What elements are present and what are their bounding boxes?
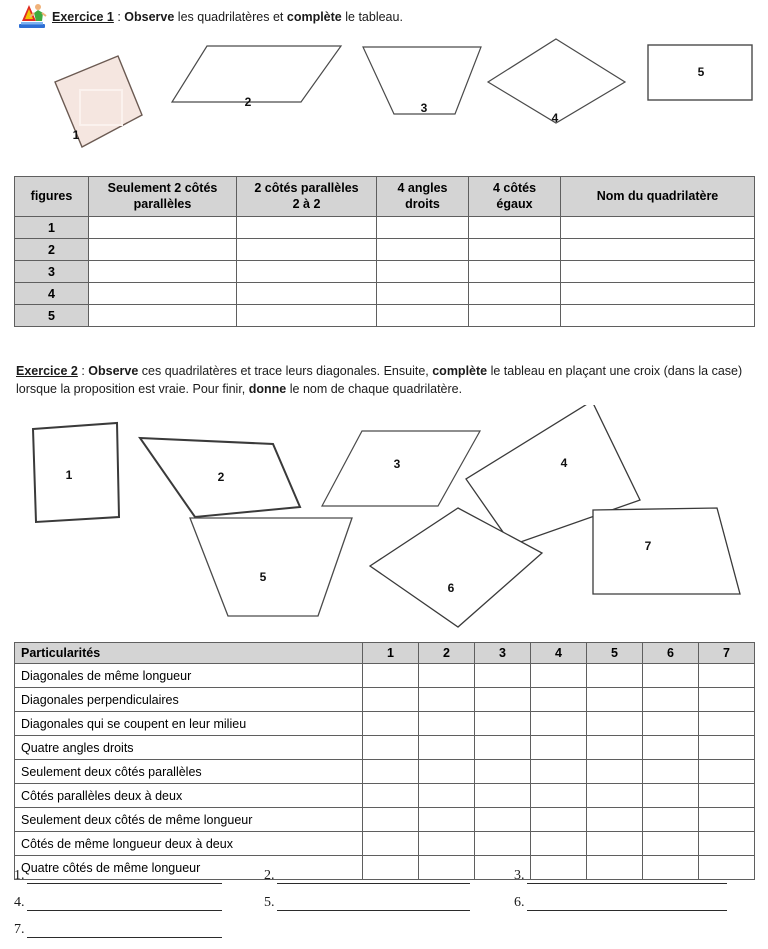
checkbox-cell[interactable] [363,736,419,760]
checkbox-cell[interactable] [643,784,699,808]
exercise-1-verb-complete: complète [286,10,342,24]
checkbox-cell[interactable] [643,736,699,760]
answer-cell[interactable] [89,217,237,239]
exercise-1-verb-observe: Observe [124,10,175,24]
header-figure-2: 2 [419,643,475,664]
figure-4-label: 4 [551,111,559,125]
checkbox-cell[interactable] [587,664,643,688]
checkbox-cell[interactable] [419,784,475,808]
answer-blank-3[interactable] [527,870,727,884]
checkbox-cell[interactable] [699,736,755,760]
exercise-2-figures-group [0,405,768,637]
answer-row [14,922,764,938]
checkbox-cell[interactable] [643,664,699,688]
answer-blank-5[interactable] [277,897,470,911]
answer-label-3: 3. [514,868,525,883]
particularity-label: Quatre côtés de même longueur [15,856,363,880]
figure-number-cell: 1 [15,217,89,239]
answer-item-4[interactable] [14,895,264,911]
checkbox-cell[interactable] [475,664,531,688]
header-figure-7: 7 [699,643,755,664]
checkbox-cell[interactable] [699,832,755,856]
table-header-row [15,177,755,217]
header-figure-6: 6 [643,643,699,664]
checkbox-cell[interactable] [699,712,755,736]
exercise-1-colon: : [113,10,125,24]
answer-cell[interactable] [377,305,469,327]
answer-item-3[interactable] [514,868,764,884]
header-figure-5: 5 [587,643,643,664]
answer-cell[interactable] [561,261,755,283]
answer-cell[interactable] [469,261,561,283]
figure-number-cell: 4 [15,283,89,305]
checkbox-cell[interactable] [587,760,643,784]
figure-number-cell: 3 [15,261,89,283]
figure2-7-shape [593,508,740,594]
answer-row [14,868,764,884]
answer-label-1: 1. [14,868,25,883]
figure-3-label: 3 [420,101,428,115]
checkbox-cell[interactable] [587,688,643,712]
table-row [15,784,755,808]
table-row [15,808,755,832]
answer-label-4: 4. [14,895,25,910]
checkbox-cell[interactable] [699,784,755,808]
checkbox-cell[interactable] [363,712,419,736]
answer-cell[interactable] [469,305,561,327]
answer-cell[interactable] [89,283,237,305]
answer-cell[interactable] [377,261,469,283]
checkbox-cell[interactable] [699,664,755,688]
particularity-label: Quatre angles droits [15,736,363,760]
checkbox-cell[interactable] [363,784,419,808]
checkbox-cell[interactable] [475,712,531,736]
checkbox-cell[interactable] [531,712,587,736]
checkbox-cell[interactable] [531,808,587,832]
header-2-cotes-paralleles-2-a-2: 2 côtés parallèles 2 à 2 [237,177,377,217]
header-figure-1: 1 [363,643,419,664]
header-4-angles-droits: 4 angles droits [377,177,469,217]
figure-1-shape [55,56,142,147]
checkbox-cell[interactable] [475,784,531,808]
answer-label-6: 6. [514,895,525,910]
checkbox-cell[interactable] [531,736,587,760]
checkbox-cell[interactable] [363,808,419,832]
exercise-1-title: Exercice 1 [52,10,114,24]
figure2-5-label: 5 [259,570,267,584]
answer-blank-7[interactable] [27,924,222,938]
checkbox-cell[interactable] [363,688,419,712]
answer-cell[interactable] [469,217,561,239]
figure-2-shape [172,46,341,102]
checkbox-cell[interactable] [419,808,475,832]
answer-item-2[interactable] [264,868,514,884]
exercise-1-heading [52,8,752,26]
answer-item-1[interactable] [14,868,264,884]
particularity-label: Diagonales perpendiculaires [15,688,363,712]
figure-number-cell: 2 [15,239,89,261]
answer-cell[interactable] [469,283,561,305]
checkbox-cell[interactable] [419,664,475,688]
exercise-2-text-3: le nom de chaque quadrilatère. [286,382,463,397]
checkbox-cell[interactable] [475,832,531,856]
checkbox-cell[interactable] [531,784,587,808]
checkbox-cell[interactable] [587,736,643,760]
answer-row [14,895,764,911]
exercise-2-verb-complete: complète [432,364,488,378]
figure2-3-shape [322,431,480,506]
exercise-2-verb-donne: donne [248,382,287,397]
table-row [15,283,755,305]
checkbox-cell[interactable] [475,736,531,760]
checkbox-cell[interactable] [531,664,587,688]
exercise-1-text-2: le tableau. [341,10,403,24]
checkbox-cell[interactable] [643,688,699,712]
checkbox-cell[interactable] [419,760,475,784]
figure-2-label: 2 [244,95,252,109]
answer-cell[interactable] [89,261,237,283]
checkbox-cell[interactable] [363,664,419,688]
exercise-1-table [14,176,755,327]
answer-item-6[interactable] [514,895,764,911]
exercise-2-text-2: le tableau en plaçant une croix (dans la case) lorsque la proposition est vraie. Pour finir, [16,364,743,397]
school-pupil-clipart [18,2,48,30]
answer-cell[interactable] [237,217,377,239]
exercise-2-verb-observe: Observe [88,364,139,378]
figure2-6-label: 6 [447,581,455,595]
particularity-label: Seulement deux côtés parallèles [15,760,363,784]
exercise-2-table [14,642,755,880]
answer-item-7[interactable] [14,922,264,938]
answer-label-7: 7. [14,922,25,937]
checkbox-cell[interactable] [419,832,475,856]
answer-blank-1[interactable] [27,870,222,884]
table-row [15,712,755,736]
table-row [15,239,755,261]
table-header-row [15,643,755,664]
table-row [15,760,755,784]
figure-1-label: 1 [72,128,80,142]
answer-cell[interactable] [89,239,237,261]
checkbox-cell[interactable] [587,832,643,856]
figure-5-label: 5 [697,65,705,79]
answer-cell[interactable] [561,283,755,305]
header-particularites: Particularités [15,643,363,664]
answer-cell[interactable] [237,283,377,305]
particularity-label: Diagonales de même longueur [15,664,363,688]
table-row [15,664,755,688]
checkbox-cell[interactable] [699,808,755,832]
header-figure-4: 4 [531,643,587,664]
table-row [15,305,755,327]
answer-blank-2[interactable] [277,870,470,884]
checkbox-cell[interactable] [363,760,419,784]
answer-cell[interactable] [561,239,755,261]
figure2-4-label: 4 [560,456,568,470]
checkbox-cell[interactable] [643,760,699,784]
checkbox-cell[interactable] [419,736,475,760]
particularity-label: Côtés parallèles deux à deux [15,784,363,808]
checkbox-cell[interactable] [475,760,531,784]
checkbox-cell[interactable] [643,712,699,736]
answer-cell[interactable] [377,217,469,239]
checkbox-cell[interactable] [587,784,643,808]
header-figure-3: 3 [475,643,531,664]
particularity-label: Côtés de même longueur deux à deux [15,832,363,856]
figure2-7-label: 7 [644,539,652,553]
figure2-2-label: 2 [217,470,225,484]
exercise-2-colon: : [77,364,89,378]
header-4-cotes-egaux: 4 côtés égaux [469,177,561,217]
answer-cell[interactable] [237,239,377,261]
checkbox-cell[interactable] [419,688,475,712]
figure2-5-shape [190,518,352,616]
table-row [15,261,755,283]
checkbox-cell[interactable] [643,832,699,856]
exercise-2-title: Exercice 2 [16,364,78,378]
figure-number-cell: 5 [15,305,89,327]
checkbox-cell[interactable] [531,688,587,712]
particularity-label: Diagonales qui se coupent en leur milieu [15,712,363,736]
checkbox-cell[interactable] [531,832,587,856]
answer-blank-6[interactable] [527,897,727,911]
answer-cell[interactable] [377,283,469,305]
checkbox-cell[interactable] [475,808,531,832]
answer-cell[interactable] [237,261,377,283]
table-row [15,736,755,760]
answer-cell[interactable] [377,239,469,261]
checkbox-cell[interactable] [643,808,699,832]
answer-cell[interactable] [561,305,755,327]
answer-label-5: 5. [264,895,275,910]
figure2-1-label: 1 [65,468,73,482]
figure2-1-shape [33,423,119,522]
table-row [15,217,755,239]
checkbox-cell[interactable] [699,760,755,784]
answer-cell[interactable] [469,239,561,261]
exercise-2-text-1: ces quadrilatères et trace leurs diagonales. Ensuite, [138,364,433,378]
table-row [15,832,755,856]
checkbox-cell[interactable] [699,688,755,712]
answer-lines-group [14,868,764,949]
checkbox-cell[interactable] [587,808,643,832]
checkbox-cell[interactable] [531,760,587,784]
exercise-2-heading [16,362,756,398]
answer-cell[interactable] [89,305,237,327]
table-row [15,688,755,712]
checkbox-cell[interactable] [419,712,475,736]
answer-item-5[interactable] [264,895,514,911]
header-seulement-2-cotes-paralleles: Seulement 2 côtés parallèles [89,177,237,217]
answer-cell[interactable] [561,217,755,239]
answer-cell[interactable] [237,305,377,327]
particularity-label: Seulement deux côtés de même longueur [15,808,363,832]
answer-label-2: 2. [264,868,275,883]
checkbox-cell[interactable] [475,688,531,712]
checkbox-cell[interactable] [587,712,643,736]
answer-blank-4[interactable] [27,897,222,911]
exercise-1-figures-group [0,30,768,170]
header-figures: figures [15,177,89,217]
header-nom-du-quadrilatere: Nom du quadrilatère [561,177,755,217]
exercise-1-text-1: les quadrilatères et [174,10,287,24]
checkbox-cell[interactable] [363,832,419,856]
figure2-3-label: 3 [393,457,401,471]
